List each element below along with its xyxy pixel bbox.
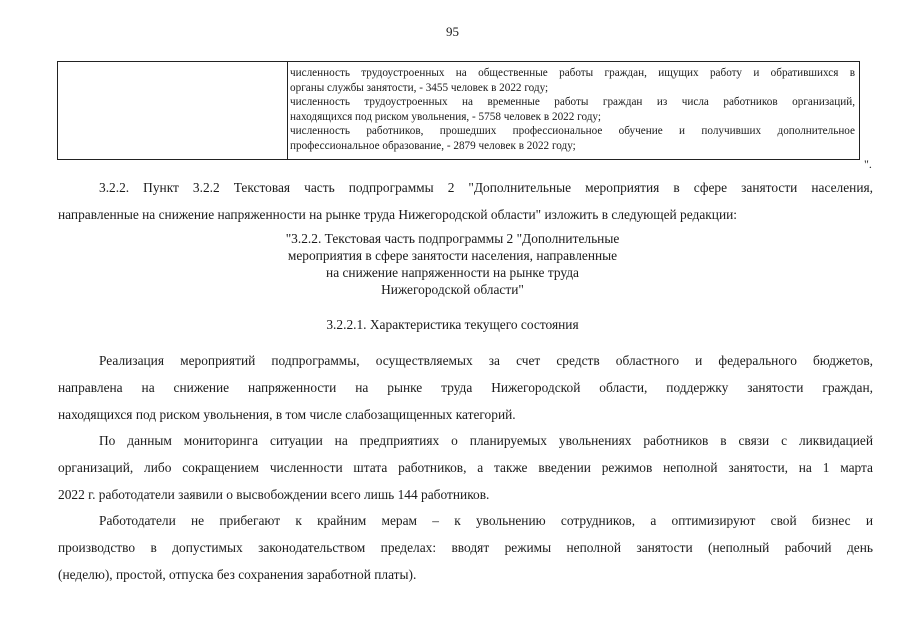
table-line: органы службы занятости, - 3455 человек в 2022 году; xyxy=(290,81,549,94)
heading-line: "3.2.2. Текстовая часть подпрограммы 2 "Дополнительные xyxy=(285,231,620,246)
paragraph-line: Работодатели не прибегают к крайним мерам – к увольнению сотрудников, а оптимизируют свой бизнес и xyxy=(99,513,873,528)
heading-line: мероприятия в сфере занятости населения, направленные xyxy=(287,248,618,263)
paragraph-line: направлена на снижение напряженности на рынке труда Нижегородской области, поддержку занятости граждан, xyxy=(58,380,873,395)
page-number: 95 xyxy=(446,24,459,39)
paragraph-line: (неделю), простой, отпуска без сохранения заработной платы). xyxy=(58,567,417,582)
body-paragraph xyxy=(58,347,873,428)
amendment-paragraph xyxy=(58,174,873,228)
paragraph-line: 3.2.2. Пункт 3.2.2 Текстовая часть подпрограммы 2 "Дополнительные мероприятия в сфере занятости населения, xyxy=(99,180,873,195)
table-cell-right xyxy=(290,66,855,154)
paragraph-line: направленные на снижение напряженности на рынке труда Нижегородской области" изложить в следующей редакции: xyxy=(58,207,738,222)
table-line: численность трудоустроенных на общественные работы граждан, ищущих работу и обратившихся в xyxy=(290,67,855,79)
heading-line: на снижение напряженности на рынке труда xyxy=(326,265,579,280)
section-heading xyxy=(0,230,905,298)
table-line: численность трудоустроенных на временные работы граждан из числа работников организаций, xyxy=(290,96,855,109)
table-line: численность работников, прошедших профессиональное обучение и получивших дополнительное xyxy=(290,125,855,138)
heading-line: Нижегородской области" xyxy=(381,282,524,297)
paragraph-line: организаций, либо сокращением численности штата работников, а также введении режимов неполной занятости, на 1 марта xyxy=(58,460,873,475)
subsection-heading: 3.2.2.1. Характеристика текущего состояния xyxy=(326,317,579,332)
table-cell-left-empty xyxy=(58,62,288,159)
paragraph-line: Реализация мероприятий подпрограммы, осуществляемых за счет средств областного и федерального бюджетов, xyxy=(99,353,873,368)
continued-table xyxy=(57,61,860,160)
paragraph-line: По данным мониторинга ситуации на предприятиях о планируемых увольнениях работников в связи с ликвидацией xyxy=(99,433,873,448)
paragraph-line: производство в допустимых законодательством пределах: вводят режимы неполной занятости (неполный рабочий день xyxy=(58,540,873,555)
paragraph-line: 2022 г. работодатели заявили о высвобождении всего лишь 144 работников. xyxy=(58,487,490,502)
body-paragraph xyxy=(58,427,873,508)
table-line: профессиональное образование, - 2879 человек в 2022 году; xyxy=(290,139,576,152)
table-line: находящихся под риском увольнения, - 5758 человек в 2022 году; xyxy=(290,110,601,123)
body-paragraph xyxy=(58,507,873,588)
paragraph-line: находящихся под риском увольнения, в том числе слабозащищенных категорий. xyxy=(58,407,516,422)
closing-quote-mark: ". xyxy=(864,157,872,171)
